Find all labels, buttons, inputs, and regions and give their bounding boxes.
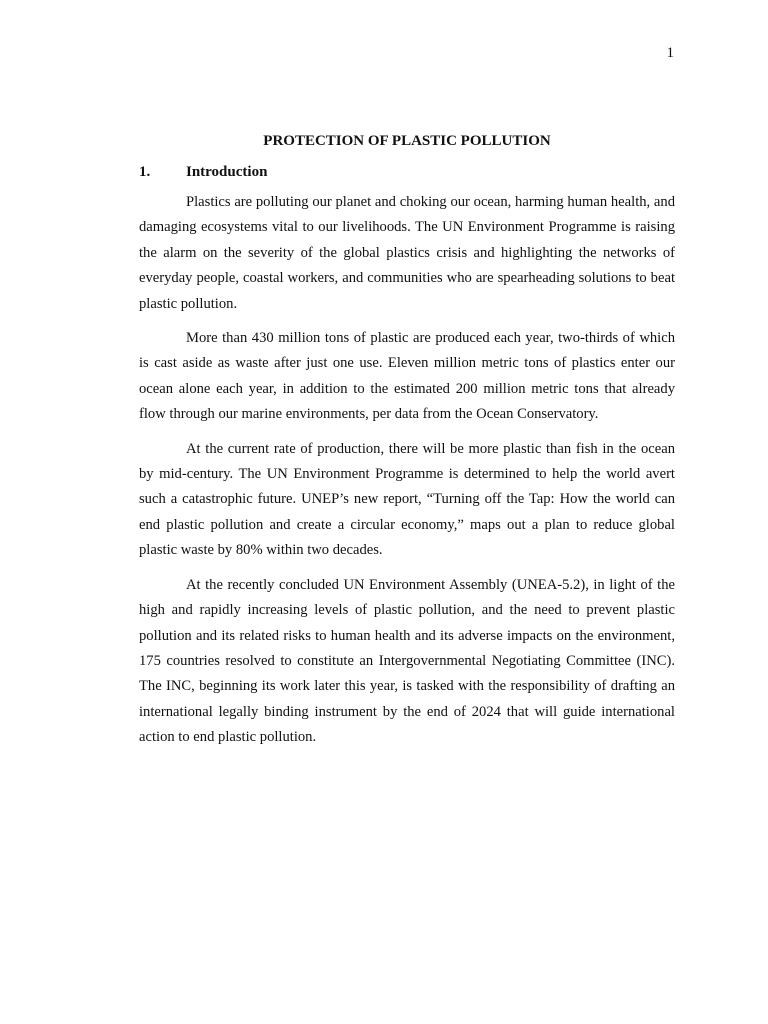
paragraph-3: At the current rate of production, there will be more plastic than fish in the ocean by mid-century. The UN Environment Programme is determined to help the world avert such a catastrophic future. UNEP’s new report, “Turning off the Tap: How the world can end plastic pollution and create a circular economy,” maps out a plan to reduce global plastic waste by 80% within two decades. — [139, 440, 675, 559]
document-body — [139, 128, 675, 751]
section-heading — [139, 159, 675, 185]
paragraph-4: At the recently concluded UN Environment Assembly (UNEA-5.2), in light of the high and rapidly increasing levels of plastic pollution, and the need to prevent plastic pollution and its related risks to human health and its adverse impacts on the environment, 175 countries resolved to constitute an Intergovernmental Negotiating Committee (INC). The INC, beginning its work later this year, is tasked with the responsibility of drafting an international legally binding instrument by the end of 2024 that will guide international action to end plastic pollution. — [139, 576, 675, 746]
section-number: 1. — [139, 164, 151, 180]
page-number: 1 — [666, 45, 674, 61]
paragraph-1: Plastics are polluting our planet and choking our ocean, harming human health, and damaging ecosystems vital to our livelihoods. The UN Environment Programme is raising the alarm on the severity of the global plastics crisis and highlighting the networks of everyday people, coastal workers, and communities who are spearheading solutions to beat plastic pollution. — [139, 194, 675, 312]
section-title: Introduction — [186, 164, 268, 180]
paragraph-2: More than 430 million tons of plastic are produced each year, two-thirds of which is cast aside as waste after just one use. Eleven million metric tons of plastics enter our ocean alone each year, in addition to the estimated 200 million metric tons that already flow through our marine environments, per data from the Ocean Conservatory. — [139, 330, 675, 423]
document-title: PROTECTION OF PLASTIC POLLUTION — [263, 133, 551, 149]
